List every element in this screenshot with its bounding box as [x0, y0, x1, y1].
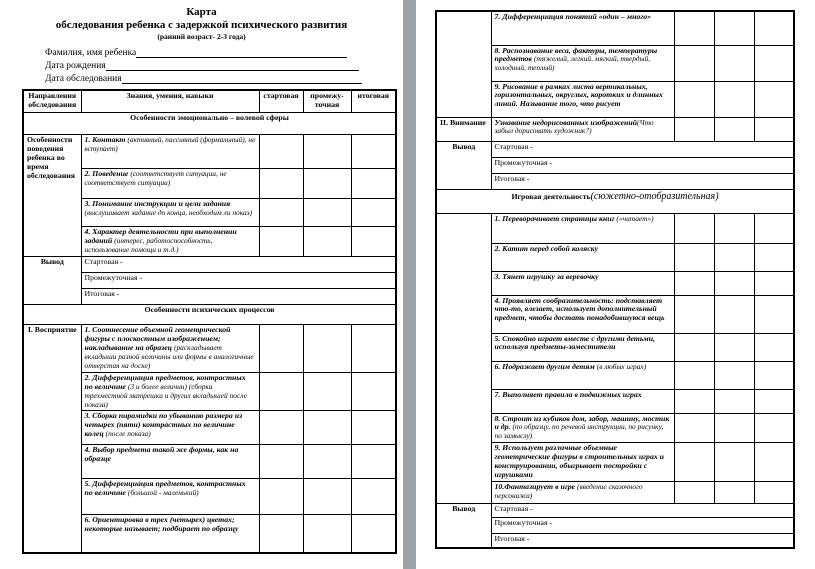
score-cell [303, 411, 351, 445]
skill-item-detail: (выслушивает задание до конца, необходим ли показ) [84, 207, 253, 217]
score-cell [259, 372, 303, 411]
score-cell [259, 198, 303, 226]
score-cell [259, 515, 303, 553]
document-title-line3: (ранний возраст- 2-3 года) [157, 32, 246, 42]
assessment-table-page1 [22, 89, 397, 554]
skill-item-main: 2. Дифференциация предметов, контрастных по величине [84, 372, 246, 391]
conclusion-intermediate-row: Промежуточная - [81, 272, 396, 288]
score-cell [259, 324, 303, 372]
skill-item-detail: (активный, пассивный (формальный), не вступает) [84, 134, 256, 153]
score-cell [754, 443, 794, 482]
skill-item-detail: (по образцу, по речевой инструкции, по рисунку, по замыслу) [494, 422, 664, 441]
skill-item-detail: (тяжелый, легкий, мягкий, твердый, холодный, теплый) [494, 54, 651, 73]
skill-item-detail: («читает») [616, 213, 654, 223]
skill-item [491, 243, 674, 271]
conclusion-final-row: Итоговая - [491, 534, 794, 548]
skill-item-main: 6. Ориентировка в трех (четырех) цветах; некоторые называет; подбирает по образцу [84, 515, 239, 534]
score-cell [303, 372, 351, 411]
score-cell [674, 117, 714, 141]
column-header-directions: Направления обследования [23, 90, 81, 112]
score-cell [351, 479, 396, 515]
conclusion-intermediate-row: Промежуточная - [491, 518, 794, 534]
column-header-start: стартовая [259, 90, 303, 112]
row-group-label-behavior: Особенности поведения ребенка во время обследования [23, 134, 81, 256]
skill-item-main: 3. Сборка пирамидки по убыванию размера из четырех (пяти) контрастных по величине колец [84, 411, 243, 439]
score-cell [714, 45, 754, 81]
score-cell [303, 168, 351, 198]
score-cell [714, 333, 754, 361]
skill-item [81, 226, 259, 256]
skill-item [81, 168, 259, 198]
score-cell [754, 45, 794, 81]
score-cell [303, 226, 351, 256]
row-group-label-attention: II. Внимание [436, 117, 491, 141]
score-cell [754, 11, 794, 45]
score-cell [754, 482, 794, 504]
skill-item-main: 1. Соотнесение объемной геометрической фигуры с плоскостным изображением; накладывание на образец [84, 324, 231, 352]
score-cell [714, 482, 754, 504]
document-title-line1: Карта [186, 6, 217, 18]
document-page-1 [0, 0, 403, 569]
score-cell [259, 134, 303, 168]
column-header-final: итоговая [351, 90, 396, 112]
section-title-emotional: Особенности эмоционально – волевой сферы [23, 112, 396, 134]
score-cell [674, 413, 714, 443]
field-child-name [45, 45, 403, 58]
score-cell [714, 117, 754, 141]
section-title-play-detail: (сюжетно-отобразительная) [590, 190, 719, 202]
document-title-line2: обследования ребенка с задержкой психического развития [55, 19, 348, 32]
skill-item-detail: (соответствует ситуации, не соответствует ситуации) [84, 168, 227, 187]
score-cell [674, 482, 714, 504]
skill-item-main: 2. Поведение [84, 168, 129, 178]
fill-in-blank-line [122, 82, 362, 84]
skill-item [491, 11, 674, 45]
skill-item [81, 198, 259, 226]
skill-item-main: 6. Подражает другим детям [494, 361, 595, 371]
skill-item-detail: (3 и более величин) (сборка трехместной матрешки и других вкладышей после показа) [84, 381, 247, 409]
skill-item [491, 295, 674, 333]
skill-item [81, 324, 259, 372]
skill-item-main: 7. Дифференциация понятий «один – много» [494, 12, 652, 21]
skill-item [81, 479, 259, 515]
score-cell [303, 198, 351, 226]
score-cell [754, 271, 794, 295]
conclusion-start-row: Стартовая - [491, 504, 794, 518]
fill-in-blank-line [106, 69, 359, 71]
field-label-exam-date: Дата обследования [45, 74, 122, 85]
skill-item [491, 389, 674, 413]
header-fields [45, 45, 403, 84]
skill-item-main: 5. Дифференциация предметов, контрастных по величине [84, 479, 246, 498]
skill-item-main: 8. Строит из кубиков дом, забор, машину, мостик и др. [494, 413, 670, 432]
conclusion-final-row: Итоговая - [491, 173, 794, 189]
score-cell [674, 361, 714, 389]
skill-item-detail: (Что забыл дорисовать художник?) [494, 117, 654, 136]
skill-item-main: 5. Спокойно играет вместе с другими детьми, используя предметы-заместители [494, 333, 656, 352]
skill-item [491, 333, 674, 361]
score-cell [714, 81, 754, 117]
field-birth-date [45, 58, 403, 71]
score-cell [714, 443, 754, 482]
score-cell [754, 213, 794, 243]
field-label-child-name: Фамилия, имя ребенка [45, 48, 137, 59]
skill-item-main: 8. Распознавание веса, фактуры, температуры предметов [494, 45, 658, 64]
score-cell [754, 413, 794, 443]
score-cell [714, 413, 754, 443]
score-cell [754, 389, 794, 413]
skill-item [81, 515, 259, 553]
score-cell [674, 443, 714, 482]
skill-item-main: 3. Тянет игрушку за веревочку [494, 271, 599, 281]
score-cell [674, 81, 714, 117]
score-cell [754, 243, 794, 271]
score-cell [303, 445, 351, 479]
score-cell [303, 479, 351, 515]
conclusion-start-row: Стартовая - [81, 256, 396, 272]
field-label-birth-date: Дата рождения [45, 61, 106, 72]
score-cell [303, 515, 351, 553]
score-cell [714, 295, 754, 333]
skill-item-main: 4. Выбор предмета такой же формы, как на образце [84, 445, 239, 464]
category-continuation-cell [436, 11, 491, 117]
score-cell [351, 198, 396, 226]
score-cell [351, 445, 396, 479]
score-cell [674, 389, 714, 413]
row-group-label-conclusion: Вывод [436, 504, 491, 548]
skill-item-main: 1. Контакт [84, 134, 126, 144]
score-cell [674, 243, 714, 271]
skill-item-main: 10.Фантазирует в игре [494, 482, 576, 492]
score-cell [259, 226, 303, 256]
section-title-mental-processes: Особенности психических процессов [23, 304, 396, 324]
score-cell [714, 271, 754, 295]
score-cell [351, 168, 396, 198]
score-cell [674, 45, 714, 81]
skill-item [491, 443, 674, 482]
row-group-label-perception: I. Восприятие [23, 324, 81, 553]
document-page-2 [416, 0, 815, 569]
skill-item-main: 2. Катит перед собой коляску [494, 243, 599, 253]
skill-item-main: 1. Переворачивает страницы книг [494, 213, 615, 223]
conclusion-start-row: Стартовая - [491, 141, 794, 157]
score-cell [754, 81, 794, 117]
skill-item [491, 213, 674, 243]
score-cell [351, 134, 396, 168]
skill-item [491, 413, 674, 443]
skill-item [491, 81, 674, 117]
row-group-label-conclusion: Вывод [23, 256, 81, 304]
skill-item-detail: (интерес, работоспособность, использование помощи и т.д.) [84, 235, 213, 254]
conclusion-final-row: Итоговая - [81, 288, 396, 304]
score-cell [674, 333, 714, 361]
skill-item-detail: (в любых играх) [596, 361, 647, 371]
score-cell [351, 411, 396, 445]
score-cell [754, 295, 794, 333]
skill-item-detail: (после показа) [105, 429, 151, 439]
score-cell [674, 11, 714, 45]
score-cell [259, 479, 303, 515]
score-cell [674, 295, 714, 333]
section-title-play-main: Игровая деятельность [511, 191, 591, 201]
score-cell [303, 134, 351, 168]
score-cell [754, 333, 794, 361]
score-cell [754, 117, 794, 141]
score-cell [674, 213, 714, 243]
score-cell [259, 411, 303, 445]
skill-item [491, 482, 674, 504]
score-cell [714, 243, 754, 271]
skill-item-main: 9. Использует различные объемные геометрические фигуры в строительных играх и конструировании, обыгрывает постройки с игрушками [494, 443, 665, 480]
skill-item-detail: (большой - маленький) [127, 488, 199, 498]
field-exam-date [45, 71, 403, 84]
skill-item [81, 134, 259, 168]
column-header-intermediate: промежу-точная [303, 90, 351, 112]
skill-item [491, 117, 674, 141]
score-cell [674, 271, 714, 295]
score-cell [351, 226, 396, 256]
skill-item [81, 445, 259, 479]
section-title-play-activity [436, 189, 794, 213]
score-cell [351, 324, 396, 372]
skill-item-main: 4. Проявляет сообразительность: подставляет что-то, влезает, использует дополнительный предмет, чтобы достать понадобившуюся вещь [494, 295, 665, 323]
score-cell [714, 361, 754, 389]
skill-item-main: 3. Понимание инструкции и цели задания [84, 198, 231, 208]
row-group-label-conclusion: Вывод [436, 141, 491, 189]
skill-item [491, 45, 674, 81]
assessment-table-page2 [435, 10, 795, 549]
score-cell [714, 11, 754, 45]
skill-item [491, 361, 674, 389]
skill-item-detail: (введение сказочного персонажа) [494, 482, 643, 501]
score-cell [303, 324, 351, 372]
score-cell [714, 213, 754, 243]
skill-item-main: 9. Рисование в рамках листа вертикальных, горизонтальных, округлых, коротких и длинных линий. Называние того, что рисует [494, 81, 663, 109]
skill-item-detail: (раскладывает вкладыши разной величины или формы в аналогичные отверстия на доске) [84, 342, 254, 370]
skill-item-main: 4. Характер деятельности при выполнении заданий [84, 226, 237, 245]
skill-item [81, 372, 259, 411]
conclusion-intermediate-row: Промежуточная - [491, 157, 794, 173]
skill-item-main: 7. Выполняет правила в подвижных играх [494, 389, 642, 399]
column-header-skills: Знания, умения, навыки [81, 90, 259, 112]
score-cell [351, 515, 396, 553]
score-cell [259, 168, 303, 198]
score-cell [351, 372, 396, 411]
score-cell [714, 389, 754, 413]
fill-in-blank-line [136, 56, 347, 58]
category-empty-cell [436, 213, 491, 504]
score-cell [754, 361, 794, 389]
skill-item [81, 411, 259, 445]
score-cell [259, 445, 303, 479]
skill-item [491, 271, 674, 295]
skill-item-main: Узнавание недорисованных изображений [494, 117, 638, 127]
